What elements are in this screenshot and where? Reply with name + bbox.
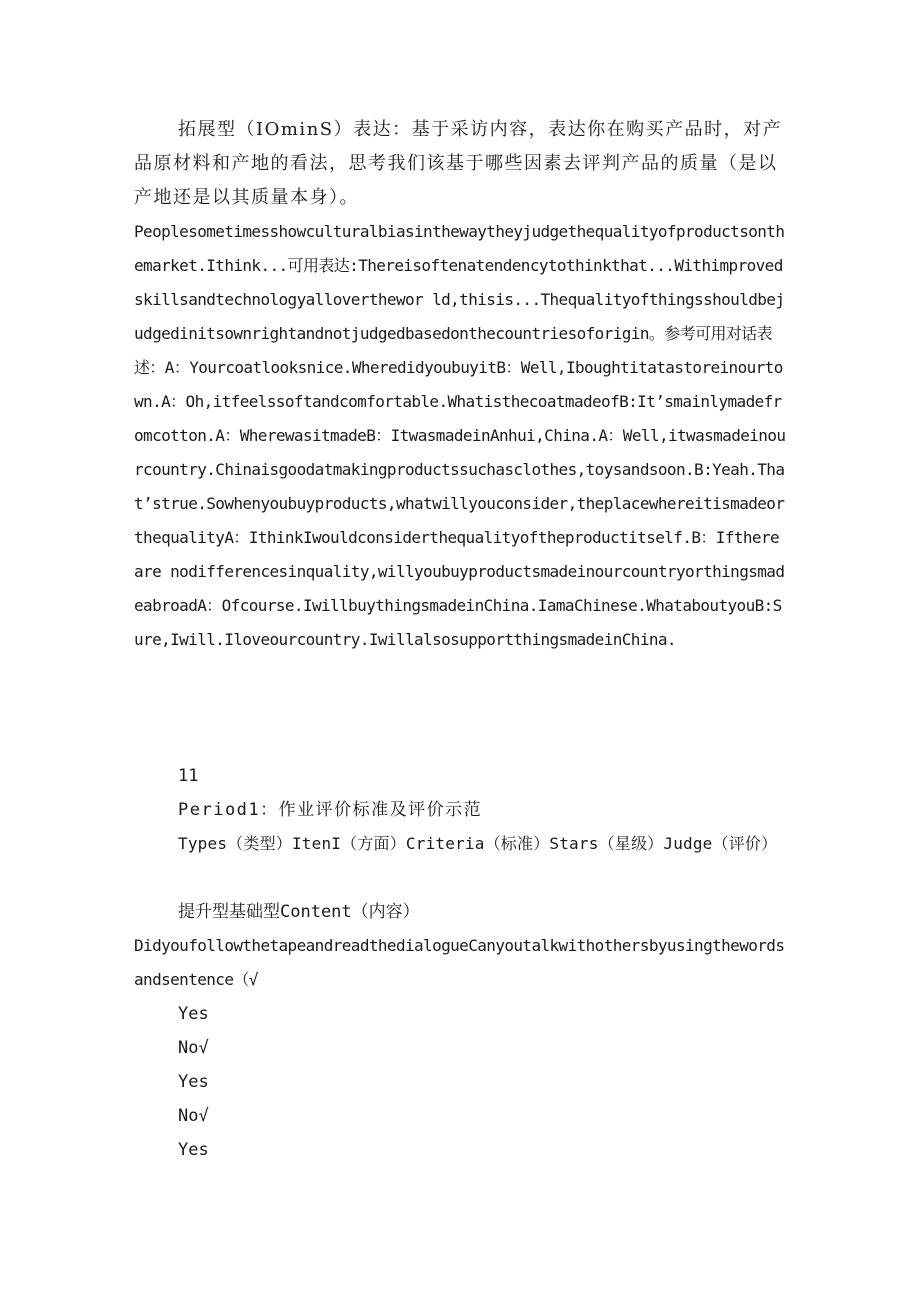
answer-4: No√ (178, 1106, 209, 1126)
answer-3: Yes (178, 1072, 209, 1092)
row-labels: 提升型基础型Content（内容） (178, 902, 420, 922)
criteria-text: DidyoufollowthetapeandreadthedialogueCanyoutalkwithothersbyusingthewordsandsentence（√ (134, 936, 785, 989)
answer-1: Yes (178, 1004, 209, 1024)
table-header-text: Types（类型）ItenI（方面）Criteria（标准）Stars（星级）Judge（评价） (178, 834, 778, 853)
intro-paragraph: 拓展型（IOminS）表达：基于采访内容，表达你在购买产品时，对产品原材料和产地的看法，思考我们该基于哪些因素去评判产品的质量（是以产地还是以其质量本身）。 (134, 119, 783, 208)
page-number: 11 (178, 766, 199, 786)
answer-2: No√ (178, 1038, 209, 1058)
answer-5: Yes (178, 1140, 209, 1160)
section-heading: Period1：作业评价标准及评价示范 (178, 800, 483, 820)
dialogue-paragraph: Peoplesometimesshowculturalbiasinthewaytheyjudgethequalityofproductsonthemarket.Ithink...可用表达:Thereisoftenatendencytothinkthat...Withimprovedskillsandtechnologyalloverthewor ld,thisis...Thequalityofthingsshouldbejudgedinitsownrightandnotjudgedbasedonthecountriesoforigin。参考可用对话表述：A：Yourcoatlooksnice.WheredidyoubuyitB：Well,Iboughtitatastoreinourtown.A：Oh,itfeelssoftandcomfortable.WhatisthecoatmadeofB:It’smainlymadefromcotton.A：WherewasitmadeB：ItwasmadeinAnhui,China.A：Well,itwasmadeinourcountry.Chinaisgoodatmakingproductssuchasclothes,toysandsoon.B:Yeah.That’strue.Sowhenyoubuyproducts,whatwillyouconsider,theplacewhereitismadeorthequalityA：IthinkIwouldconsiderthequalityoftheproductitself.B：Ifthereare nodifferencesinquality,willyoubuyproductsmadeinourcountryorthingsmadeabroadA：Ofcourse.IwillbuythingsmadeinChina.IamaChinese.WhataboutyouB:Sure,Iwill.Iloveourcountry.IwillalsosupportthingsmadeinChina. (134, 222, 786, 649)
